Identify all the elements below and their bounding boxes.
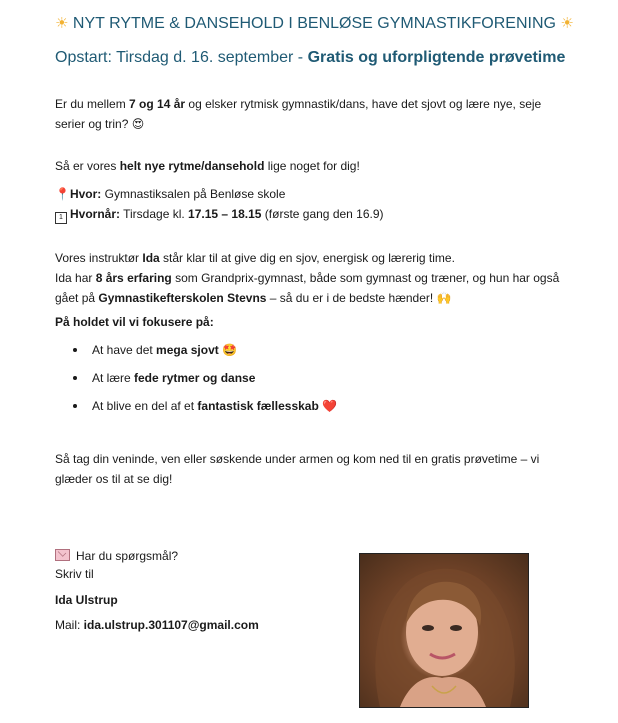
school-name: Gymnastikefterskolen Stevns	[98, 291, 267, 305]
mail-label: Mail:	[55, 618, 84, 632]
closing-paragraph: Så tag din veninde, ven eller søskende under armen og kom ned til en gratis prøvetime – vi glæder os til at se dig!	[55, 452, 540, 486]
intro-text: Er du mellem	[55, 97, 130, 111]
instructor-text: som Grandprix-gymnast, både som gymnast og træner, og hun har også gået på	[55, 271, 560, 305]
sun-icon: ☀	[55, 15, 69, 32]
calendar-icon: 1	[55, 212, 67, 224]
team-name: helt nye rytme/dansehold	[119, 159, 265, 173]
instructor-paragraph	[55, 248, 565, 308]
list-item	[55, 364, 337, 392]
instructor-text: Ida har	[55, 271, 96, 285]
heart-emoji-icon: ❤️	[322, 399, 338, 413]
portrait-illustration	[360, 554, 528, 707]
list-item-text: At have det	[92, 343, 157, 357]
list-item	[55, 392, 337, 420]
pin-icon: 📍	[55, 187, 70, 201]
when-text: (første gang den 16.9)	[261, 207, 384, 221]
intro-paragraph	[55, 94, 565, 134]
where-line	[55, 184, 565, 204]
title-text: NYT RYTME & DANSEHOLD I BENLØSE GYMNASTIKFORENING	[72, 15, 556, 32]
start-date-text: Opstart: Tirsdag d. 16. september -	[55, 49, 308, 66]
instructor-text: – så du er i de bedste hænder!	[266, 291, 437, 305]
when-time: 17.15 – 18.15	[188, 207, 262, 221]
instructor-name: Ida	[142, 251, 160, 265]
raised-hands-emoji-icon: 🙌	[436, 291, 452, 305]
list-item-bold: fede rytmer og danse	[134, 371, 256, 385]
focus-heading	[55, 312, 565, 332]
contact-name: Ida Ulstrup	[55, 593, 118, 607]
focus-list	[55, 336, 337, 420]
star-struck-emoji-icon: 🤩	[222, 343, 238, 357]
contact-write-to: Skriv til	[55, 567, 94, 581]
focus-heading-text: På holdet vil vi fokusere på:	[55, 315, 214, 329]
when-text: Tirsdage kl.	[120, 207, 189, 221]
subtitle	[55, 49, 565, 67]
experience-years: 8 års erfaring	[95, 271, 172, 285]
question-text: Har du spørgsmål?	[76, 549, 179, 563]
free-trial-text: Gratis og uforpligtende prøvetime	[307, 49, 566, 66]
heart-eyes-emoji-icon: 😍	[131, 117, 145, 131]
list-item-text: At blive en del af et	[92, 399, 198, 413]
when-line	[55, 204, 565, 224]
when-label: Hvornår:	[70, 207, 121, 221]
where-value: Gymnastiksalen på Benløse skole	[101, 187, 286, 201]
intro-text: og elsker rytmisk gymnastik/dans, have det sjovt og lære nye, seje serier og trin?	[55, 97, 542, 131]
team-text: lige noget for dig!	[264, 159, 360, 173]
list-item-text: At lære	[92, 371, 135, 385]
mail-icon	[55, 549, 70, 561]
instructor-text: står klar til at give dig en sjov, energisk og lærerig time.	[159, 251, 455, 265]
age-range: 7 og 14 år	[129, 97, 186, 111]
list-item-bold: mega sjovt	[156, 343, 219, 357]
sun-icon: ☀	[560, 15, 574, 32]
team-paragraph	[55, 156, 565, 176]
email-link[interactable]: ida.ulstrup.301107@gmail.com	[83, 618, 259, 632]
instructor-text: Vores instruktør	[55, 251, 143, 265]
portrait-photo	[359, 553, 529, 708]
list-item	[55, 336, 337, 364]
where-label: Hvor:	[69, 187, 102, 201]
team-text: Så er vores	[55, 159, 120, 173]
page-title	[55, 14, 574, 33]
list-item-bold: fantastisk fællesskab	[197, 399, 319, 413]
